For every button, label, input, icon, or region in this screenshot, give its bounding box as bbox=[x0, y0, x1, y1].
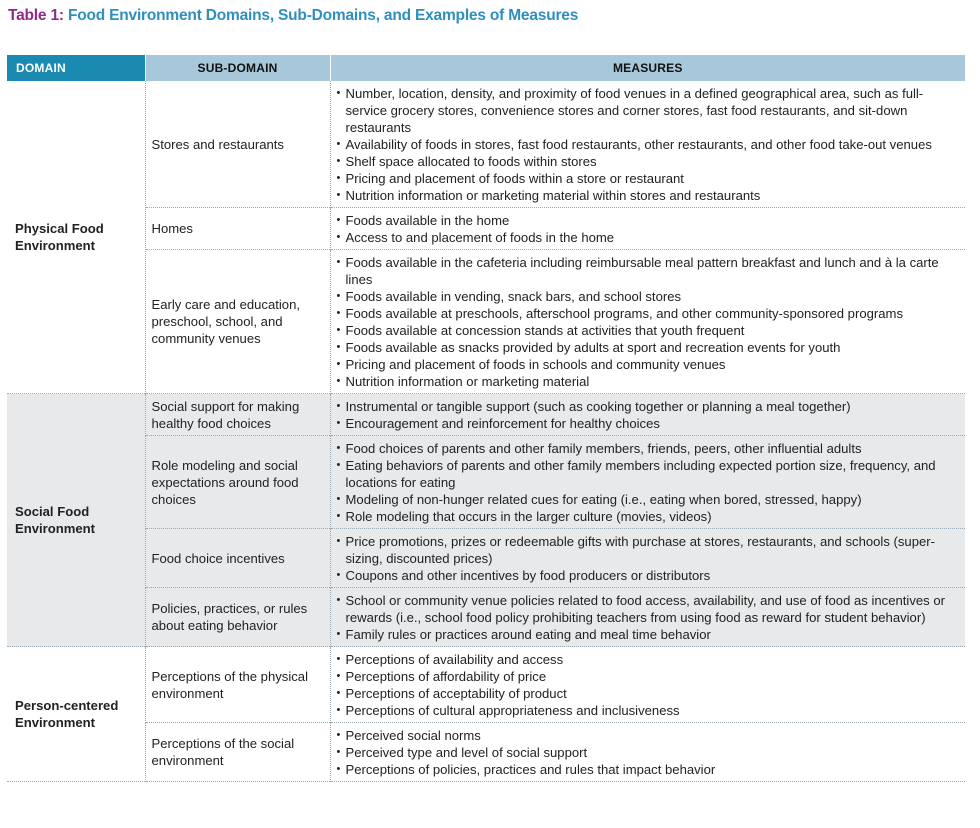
sub-domain-cell: Policies, practices, or rules about eating behavior bbox=[145, 588, 330, 647]
sub-domain-cell: Homes bbox=[145, 208, 330, 250]
header-sub-domain: SUB-DOMAIN bbox=[145, 55, 330, 81]
sub-domain-cell: Role modeling and social expectations around food choices bbox=[145, 436, 330, 529]
measures-cell bbox=[330, 723, 965, 782]
measures-list bbox=[337, 727, 960, 778]
sub-domain-cell: Social support for making healthy food choices bbox=[145, 394, 330, 436]
domain-cell: Social Food Environment bbox=[7, 394, 145, 647]
measure-item: • Nutrition information or marketing material within stores and restaurants bbox=[337, 187, 960, 204]
measure-item: • School or community venue policies related to food access, availability, and use of food as incentives or rewards (i.e., school food policy prohibiting teachers from using food as reward for student behavior) bbox=[337, 592, 960, 626]
measure-item: • Foods available as snacks provided by adults at sport and recreation events for youth bbox=[337, 339, 960, 356]
measure-item: • Coupons and other incentives by food producers or distributors bbox=[337, 567, 960, 584]
table-title-text: Food Environment Domains, Sub-Domains, and Examples of Measures bbox=[67, 7, 579, 24]
measure-item: • Access to and placement of foods in the home bbox=[337, 229, 960, 246]
domain-cell: Physical Food Environment bbox=[7, 81, 145, 394]
measure-item: • Food choices of parents and other family members, friends, peers, other influential adults bbox=[337, 440, 960, 457]
measures-cell bbox=[330, 588, 965, 647]
table-body bbox=[7, 81, 965, 782]
measures-list bbox=[337, 212, 960, 246]
table-row bbox=[7, 529, 965, 588]
table-title-label: Table 1: bbox=[8, 7, 64, 24]
sub-domain-cell: Perceptions of the social environment bbox=[145, 723, 330, 782]
measures-cell bbox=[330, 208, 965, 250]
measure-item: • Perceptions of cultural appropriateness and inclusiveness bbox=[337, 702, 960, 719]
measure-item: • Perceived type and level of social support bbox=[337, 744, 960, 761]
table-row bbox=[7, 588, 965, 647]
measure-item: • Modeling of non-hunger related cues for eating (i.e., eating when bored, stressed, happy) bbox=[337, 491, 960, 508]
food-environment-table bbox=[7, 55, 965, 782]
sub-domain-cell: Food choice incentives bbox=[145, 529, 330, 588]
sub-domain-cell: Early care and education, preschool, school, and community venues bbox=[145, 250, 330, 394]
measures-cell bbox=[330, 81, 965, 208]
measure-item: • Perceived social norms bbox=[337, 727, 960, 744]
table-row bbox=[7, 647, 965, 723]
measure-item: • Role modeling that occurs in the larger culture (movies, videos) bbox=[337, 508, 960, 525]
table-row bbox=[7, 250, 965, 394]
measure-item: • Instrumental or tangible support (such as cooking together or planning a meal together) bbox=[337, 398, 960, 415]
measures-list bbox=[337, 533, 960, 584]
sub-domain-cell: Perceptions of the physical environment bbox=[145, 647, 330, 723]
measure-item: • Perceptions of availability and access bbox=[337, 651, 960, 668]
domain-cell: Person-centered Environment bbox=[7, 647, 145, 782]
measure-item: • Shelf space allocated to foods within stores bbox=[337, 153, 960, 170]
measures-list bbox=[337, 440, 960, 525]
measures-list bbox=[337, 592, 960, 643]
measures-cell bbox=[330, 647, 965, 723]
measure-item: • Availability of foods in stores, fast food restaurants, other restaurants, and other food take-out venues bbox=[337, 136, 960, 153]
measures-list bbox=[337, 85, 960, 204]
measure-item: • Price promotions, prizes or redeemable gifts with purchase at stores, restaurants, and schools (super-sizing, discounted prices) bbox=[337, 533, 960, 567]
measure-item: • Pricing and placement of foods in schools and community venues bbox=[337, 356, 960, 373]
measure-item: • Foods available at preschools, afterschool programs, and other community-sponsored programs bbox=[337, 305, 960, 322]
table-row bbox=[7, 208, 965, 250]
measure-item: • Perceptions of affordability of price bbox=[337, 668, 960, 685]
measures-cell bbox=[330, 529, 965, 588]
measure-item: • Nutrition information or marketing material bbox=[337, 373, 960, 390]
measures-cell bbox=[330, 436, 965, 529]
measures-cell bbox=[330, 394, 965, 436]
table-row bbox=[7, 81, 965, 208]
measure-item: • Foods available in vending, snack bars, and school stores bbox=[337, 288, 960, 305]
measure-item: • Eating behaviors of parents and other family members including expected portion size, frequency, and locations for eating bbox=[337, 457, 960, 491]
measures-list bbox=[337, 398, 960, 432]
table-row bbox=[7, 723, 965, 782]
measure-item: • Perceptions of acceptability of product bbox=[337, 685, 960, 702]
measures-cell bbox=[330, 250, 965, 394]
measure-item: • Perceptions of policies, practices and rules that impact behavior bbox=[337, 761, 960, 778]
measure-item: • Family rules or practices around eating and meal time behavior bbox=[337, 626, 960, 643]
table-row bbox=[7, 394, 965, 436]
header-row bbox=[7, 55, 965, 81]
measure-item: • Foods available in the cafeteria including reimbursable meal pattern breakfast and lunch and à la carte lines bbox=[337, 254, 960, 288]
sub-domain-cell: Stores and restaurants bbox=[145, 81, 330, 208]
measure-item: • Foods available at concession stands at activities that youth frequent bbox=[337, 322, 960, 339]
table-row bbox=[7, 436, 965, 529]
measure-item: • Foods available in the home bbox=[337, 212, 960, 229]
header-measures: MEASURES bbox=[330, 55, 965, 81]
measures-list bbox=[337, 651, 960, 719]
measure-item: • Number, location, density, and proximity of food venues in a defined geographical area, such as full-service grocery stores, convenience stores and corner stores, fast food restaurants, and sit-down restaurants bbox=[337, 85, 960, 136]
measure-item: • Pricing and placement of foods within a store or restaurant bbox=[337, 170, 960, 187]
measures-list bbox=[337, 254, 960, 390]
measure-item: • Encouragement and reinforcement for healthy choices bbox=[337, 415, 960, 432]
header-domain: DOMAIN bbox=[7, 55, 145, 81]
table-title bbox=[8, 7, 578, 25]
